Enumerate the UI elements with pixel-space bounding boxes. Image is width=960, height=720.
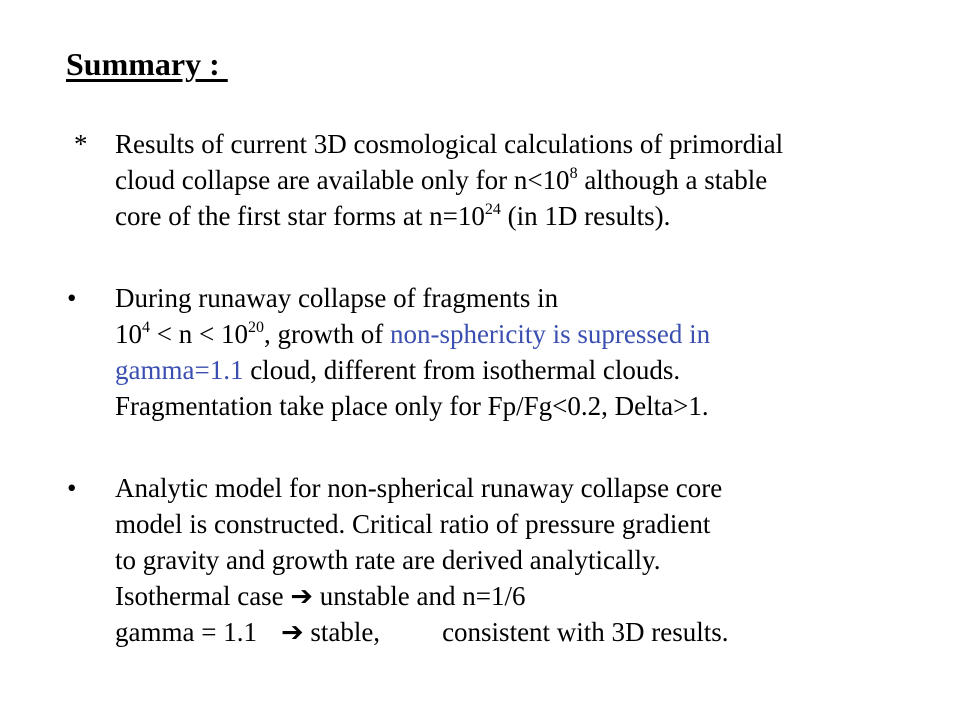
item-3-line-3: to gravity and growth rate are derived analytically. (115, 545, 661, 575)
item-2-line-2 (115, 316, 710, 352)
bullet-icon: • (67, 283, 77, 313)
item-3-line-1: Analytic model for non-spherical runaway collapse core (115, 473, 723, 503)
item-3-line-5-text: gamma = 1.1 (115, 617, 257, 647)
asterisk-bullet-icon: * (74, 129, 88, 159)
item-3-line-5 (115, 614, 729, 650)
item-3-line-4-text: Isothermal case (115, 581, 291, 611)
item-2-highlight-text: non-sphericity is supressed in (389, 319, 711, 349)
item-2-line-2-exponent-1: 4 (142, 319, 150, 336)
item-2-line-1: During runaway collapse of fragments in (115, 283, 559, 313)
item-1-line-3-text-end: (in 1D results). (500, 201, 671, 231)
item-2-line-3-text: cloud, different from isothermal clouds. (243, 355, 681, 385)
item-2-line-4: Fragmentation take place only for Fp/Fg<0.2, Delta>1. (115, 391, 709, 421)
item-2-line-2-exponent-2: 20 (247, 319, 264, 336)
summary-item-3-text (115, 470, 729, 650)
item-1-line-2-exponent: 8 (569, 165, 578, 182)
item-3-line-4 (115, 578, 729, 614)
item-2-highlight-gamma: gamma=1.1 (115, 355, 244, 385)
slide-title: Summary : (66, 46, 228, 82)
right-arrow-icon: ➔ (280, 617, 304, 647)
summary-item-2-text (115, 280, 710, 424)
item-2-line-3 (115, 352, 710, 388)
item-3-line-5-text-mid: stable, (303, 617, 381, 647)
right-arrow-icon: ➔ (290, 581, 314, 611)
item-2-line-2-text: 10 (115, 319, 142, 349)
item-3-line-5-text-end: consistent with 3D results. (442, 617, 729, 647)
item-1-line-3 (115, 198, 783, 234)
item-1-line-2-text-end: although a stable (577, 165, 768, 195)
item-1-line-3-text: core of the first star forms at n=10 (115, 201, 485, 231)
item-3-line-2: model is constructed. Critical ratio of pressure gradient (115, 509, 711, 539)
item-2-line-2-text-end: , growth of (263, 319, 390, 349)
item-3-line-4-text-end: unstable and n=1/6 (313, 581, 526, 611)
bullet-icon: • (67, 473, 77, 503)
item-1-line-1: Results of current 3D cosmological calculations of primordial (115, 129, 784, 159)
item-2-line-2-text-mid: < n < 10 (150, 319, 248, 349)
summary-item-1-text (115, 126, 783, 234)
item-1-line-2-text: cloud collapse are available only for n<10 (115, 165, 570, 195)
item-1-line-2 (115, 162, 783, 198)
item-1-line-3-exponent: 24 (484, 201, 501, 218)
